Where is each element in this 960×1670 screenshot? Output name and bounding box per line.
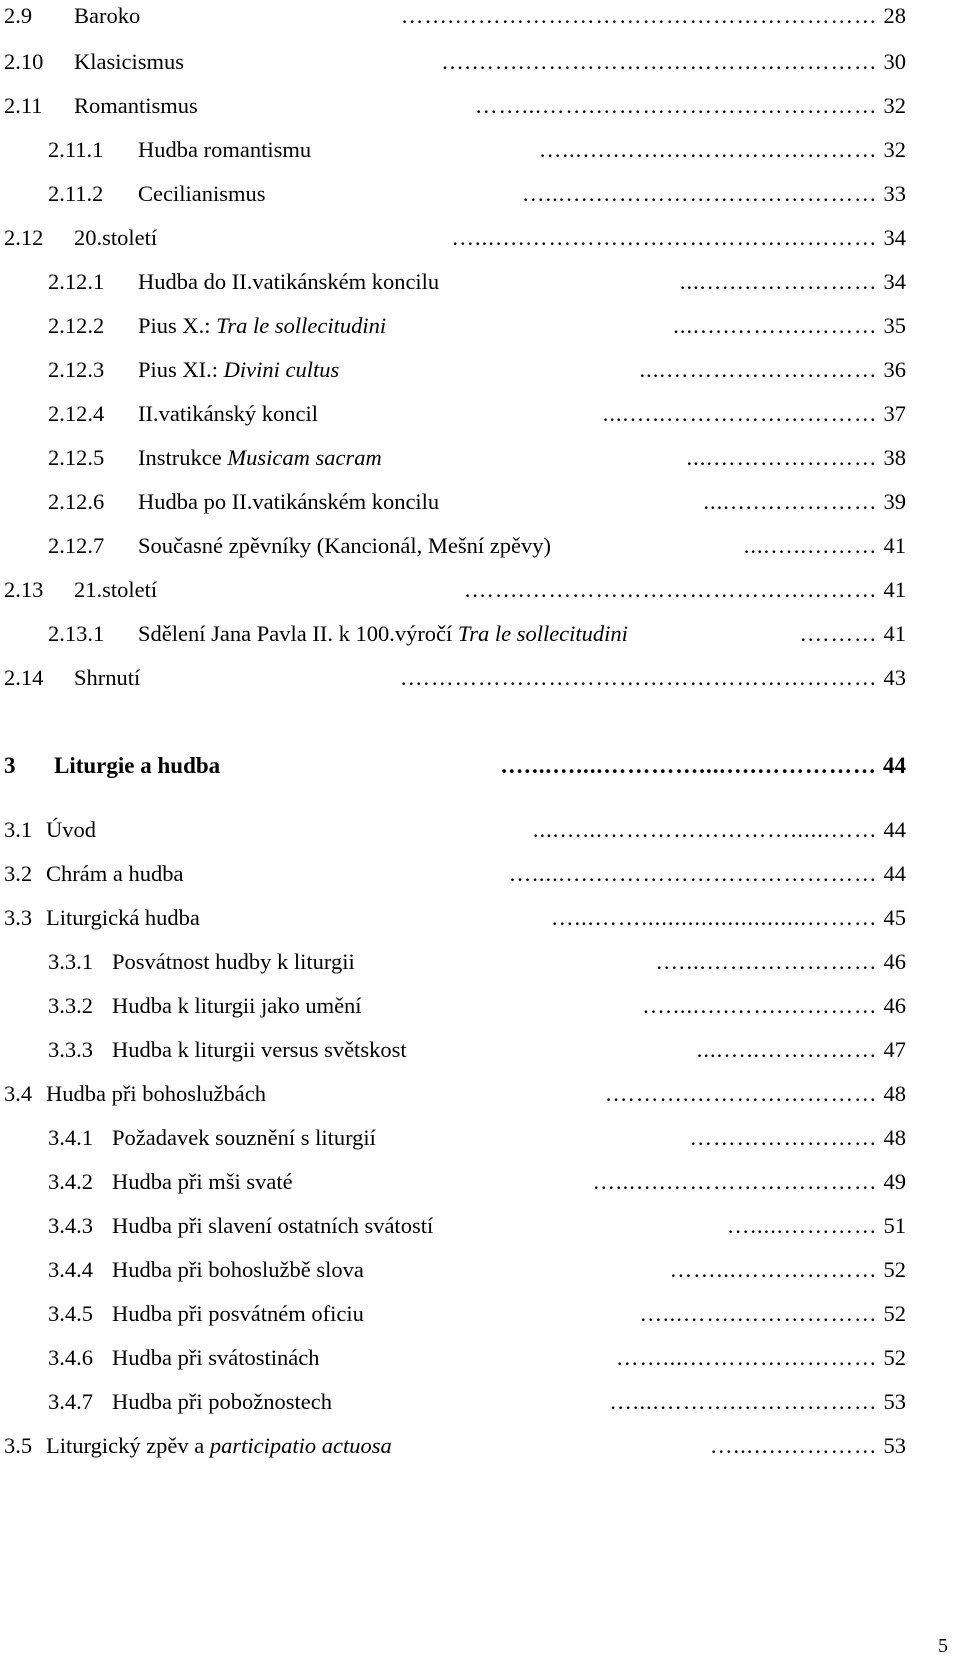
toc-entry-leader: ……………..….... xyxy=(696,1037,878,1062)
toc-entry[interactable] xyxy=(48,400,906,428)
toc-entry-number: 2.13 xyxy=(4,577,44,602)
toc-entry-title xyxy=(138,136,317,164)
toc-entry-title-italic: Musicam sacram xyxy=(227,445,382,470)
toc-entry-title xyxy=(138,268,445,296)
toc-entry[interactable] xyxy=(4,576,906,604)
toc-entry-page: 46 xyxy=(883,993,906,1018)
toc-entry-leader: ……………….……...… xyxy=(639,1301,878,1326)
toc-entry-title-text: Hudba při mši svaté xyxy=(112,1169,293,1194)
toc-entry-number: 3 xyxy=(4,753,16,778)
toc-entry-title xyxy=(112,1344,325,1372)
toc-entry-leader: ……………….….... xyxy=(679,269,878,294)
toc-entry-leader: ……………….………....… xyxy=(609,1389,878,1414)
toc-entry-title-text: Cecilianismus xyxy=(138,181,266,206)
toc-entry-page: 28 xyxy=(883,3,906,28)
toc-entry-number: 2.12 xyxy=(4,225,44,250)
toc-entry-page: 53 xyxy=(883,1389,906,1414)
toc-entry-title-text: Hudba při pobožnostech xyxy=(112,1389,332,1414)
toc-entry-leader: ………….…...… xyxy=(710,1433,878,1458)
toc-entry-page: 41 xyxy=(883,621,906,646)
toc-entry-page: 47 xyxy=(883,1037,906,1062)
toc-entry-title-text: 20.století xyxy=(74,225,158,250)
toc-entry[interactable] xyxy=(48,1168,906,1196)
toc-entry-page: 41 xyxy=(883,577,906,602)
toc-entry[interactable] xyxy=(48,180,906,208)
toc-entry[interactable] xyxy=(4,752,906,780)
toc-entry-title xyxy=(112,1124,382,1152)
page-number: 5 xyxy=(938,1635,948,1657)
toc-entry-title xyxy=(138,312,392,340)
toc-entry-number: 2.14 xyxy=(4,665,44,690)
toc-entry-page: 48 xyxy=(883,1125,906,1150)
toc-entry[interactable] xyxy=(48,444,906,472)
toc-entry-leader: ……………………………………….……. xyxy=(464,577,878,602)
toc-entry[interactable] xyxy=(48,488,906,516)
toc-entry[interactable] xyxy=(48,992,906,1020)
toc-entry[interactable] xyxy=(48,268,906,296)
toc-entry-title xyxy=(138,356,345,384)
toc-entry-leader: ………..….... xyxy=(743,533,878,558)
toc-entry-title-text: Hudba při svátostinách xyxy=(112,1345,320,1370)
toc-entry-title xyxy=(54,752,226,780)
toc-entry-title xyxy=(46,1080,272,1108)
toc-entry-title xyxy=(46,860,189,888)
toc-entry-page: 52 xyxy=(883,1257,906,1282)
toc-entry-leader: ……….........................……...… xyxy=(551,905,878,930)
toc-entry-number: 3.4.3 xyxy=(48,1213,93,1238)
toc-entry-title-italic: Tra le sollecitudini xyxy=(457,621,628,646)
toc-entry-title xyxy=(74,92,204,120)
toc-entry-number: 3.3.1 xyxy=(48,949,93,974)
toc-entry-title-text: Instrukce xyxy=(138,445,228,470)
toc-entry-leader: ……………………….…….…...… xyxy=(538,137,878,162)
toc-entry-leader: ………….…….…....…. xyxy=(643,993,878,1018)
toc-entry[interactable] xyxy=(4,48,906,76)
toc-entry-title-text: Liturgický zpěv a xyxy=(46,1433,210,1458)
toc-entry-leader: ………. xyxy=(800,621,878,646)
toc-entry-title xyxy=(138,532,557,560)
toc-entry-title-text: Hudba do II.vatikánském koncilu xyxy=(138,269,440,294)
toc-entry-number: 3.3.3 xyxy=(48,1037,93,1062)
toc-entry-leader: …………………… xyxy=(689,1125,878,1150)
toc-entry-title-text: Liturgická hudba xyxy=(46,905,200,930)
toc-entry-leader: ………………….... xyxy=(686,445,878,470)
toc-entry-title-text: Požadavek souznění s liturgií xyxy=(112,1125,376,1150)
toc-entry-number: 3.2 xyxy=(4,861,33,886)
toc-entry-title-text: Hudba při slavení ostatních svátostí xyxy=(112,1213,434,1238)
toc-entry[interactable] xyxy=(4,92,906,120)
toc-entry-number: 3.3.2 xyxy=(48,993,93,1018)
toc-entry[interactable] xyxy=(48,620,906,648)
toc-entry-page: 52 xyxy=(883,1301,906,1326)
toc-entry-title-text: Posvátnost hudby k liturgii xyxy=(112,949,355,974)
toc-entry[interactable] xyxy=(4,1432,906,1460)
toc-entry-page: 32 xyxy=(883,93,906,118)
toc-entry-number: 2.11.2 xyxy=(48,181,104,206)
toc-entry-page: 46 xyxy=(883,949,906,974)
toc-entry-number: 3.4.4 xyxy=(48,1257,93,1282)
toc-entry-page: 33 xyxy=(883,181,906,206)
toc-entry[interactable] xyxy=(4,904,906,932)
toc-entry-title xyxy=(46,816,102,844)
toc-entry-title-text: Chrám a hudba xyxy=(46,861,184,886)
toc-entry-title-italic: Divini cultus xyxy=(223,357,340,382)
toc-entry-title-text: Současné zpěvníky (Kancionál, Mešní zpěvy) xyxy=(138,533,551,558)
toc-entry-title-text: Romantismus xyxy=(74,93,198,118)
toc-entry[interactable] xyxy=(4,860,906,888)
toc-entry-title xyxy=(138,400,324,428)
toc-entry-leader: ………………………..….... xyxy=(602,401,878,426)
toc-entry[interactable] xyxy=(48,356,906,384)
toc-entry-page: 52 xyxy=(883,1345,906,1370)
toc-entry-leader: ………….....… xyxy=(726,1213,878,1238)
toc-entry-leader: ………………...…… xyxy=(669,1257,878,1282)
toc-entry-title xyxy=(112,1300,370,1328)
toc-entry-title xyxy=(46,1432,398,1460)
toc-entry-title xyxy=(138,180,272,208)
toc-entry-title xyxy=(112,992,368,1020)
toc-entry[interactable] xyxy=(4,1080,906,1108)
toc-entry[interactable] xyxy=(48,1256,906,1284)
toc-entry[interactable] xyxy=(4,224,906,252)
toc-entry[interactable] xyxy=(48,532,906,560)
toc-entry[interactable] xyxy=(48,1388,906,1416)
toc-entry-leader: …………….……...…. xyxy=(656,949,878,974)
toc-entry-page: 38 xyxy=(883,445,906,470)
toc-entry-leader: ……………………....…… xyxy=(616,1345,878,1370)
toc-entry-leader: ……......……………………...….... xyxy=(532,817,878,842)
toc-entry-title xyxy=(46,904,206,932)
toc-entry[interactable] xyxy=(48,136,906,164)
toc-entry-number: 2.11 xyxy=(4,93,43,118)
toc-entry-leader: …………………….………. xyxy=(605,1081,878,1106)
toc-entry-title xyxy=(138,620,634,648)
toc-entry-page: 49 xyxy=(883,1169,906,1194)
toc-entry-number: 3.4.1 xyxy=(48,1125,93,1150)
toc-entry-leader: ……………………………………………………. xyxy=(400,665,878,690)
toc-entry-title xyxy=(112,1388,338,1416)
toc-entry-title-text: Hudba při bohoslužbách xyxy=(46,1081,266,1106)
toc-entry-title-text: Shrnutí xyxy=(74,665,141,690)
toc-entry-title-text: Hudba k liturgii jako umění xyxy=(112,993,362,1018)
toc-entry[interactable] xyxy=(4,664,906,692)
toc-entry-number: 2.11.1 xyxy=(48,137,104,162)
toc-entry-title xyxy=(74,48,190,76)
toc-entry-leader: ……………………………….…...… xyxy=(522,181,878,206)
toc-entry-number: 2.10 xyxy=(4,49,44,74)
toc-entry-title-italic: participatio actuosa xyxy=(209,1433,392,1458)
toc-entry-leader: ……………………………….….....… xyxy=(508,861,878,886)
toc-entry-page: 44 xyxy=(883,817,906,842)
toc-entry-page: 48 xyxy=(883,1081,906,1106)
toc-entry-number: 2.9 xyxy=(4,3,33,28)
toc-entry-page: 30 xyxy=(883,49,906,74)
toc-entry-leader: ……………………….…...… xyxy=(592,1169,878,1194)
toc-entry-number: 2.12.1 xyxy=(48,269,105,294)
toc-entry-number: 3.1 xyxy=(4,817,33,842)
toc-entry-page: 36 xyxy=(883,357,906,382)
toc-entry-number: 3.4 xyxy=(4,1081,33,1106)
toc-entry-title-text: Hudba při posvátném oficiu xyxy=(112,1301,364,1326)
toc-entry[interactable] xyxy=(48,948,906,976)
toc-entry-title-text: II.vatikánský koncil xyxy=(138,401,318,426)
toc-entry-title-text: Hudba romantismu xyxy=(138,137,312,162)
toc-entry-leader: ……….……….….... xyxy=(673,313,878,338)
toc-entry-leader: ……………………….... xyxy=(639,357,878,382)
toc-entry-number: 3.5 xyxy=(4,1433,33,1458)
toc-entry-page: 44 xyxy=(883,861,906,886)
toc-entry-leader: ……………………………………….…...… xyxy=(451,225,878,250)
toc-entry-page: 32 xyxy=(883,137,906,162)
toc-entry-number: 3.4.2 xyxy=(48,1169,93,1194)
toc-entry-page: 45 xyxy=(883,905,906,930)
toc-entry-title xyxy=(112,1168,299,1196)
toc-entry-leader: …………….….... xyxy=(703,489,878,514)
toc-entry-page: 35 xyxy=(883,313,906,338)
toc-entry-title xyxy=(138,488,445,516)
toc-entry-number: 3.4.5 xyxy=(48,1301,93,1326)
toc-entry-title xyxy=(112,1036,413,1064)
toc-entry[interactable] xyxy=(48,1300,906,1328)
toc-entry-page: 37 xyxy=(883,401,906,426)
toc-entry-title xyxy=(112,1256,370,1284)
toc-entry-number: 2.12.6 xyxy=(48,489,105,514)
toc-entry[interactable] xyxy=(48,1036,906,1064)
toc-entry-page: 41 xyxy=(883,533,906,558)
toc-entry[interactable] xyxy=(48,1212,906,1240)
toc-entry[interactable] xyxy=(48,1344,906,1372)
toc-entry[interactable] xyxy=(48,312,906,340)
toc-entry-number: 2.12.2 xyxy=(48,313,105,338)
toc-entry-title-text: Hudba k liturgii versus světskost xyxy=(112,1037,407,1062)
toc-entry-number: 3.4.6 xyxy=(48,1345,93,1370)
toc-entry-leader: ……………………………….……...…… xyxy=(475,93,878,118)
toc-entry-number: 2.12.4 xyxy=(48,401,105,426)
toc-entry-title xyxy=(74,224,163,252)
toc-entry-title-text: Liturgie a hudba xyxy=(54,753,221,778)
toc-entry-title-text: Baroko xyxy=(74,3,141,28)
toc-entry-number: 2.12.3 xyxy=(48,357,105,382)
toc-entry-title xyxy=(112,948,361,976)
toc-entry-title xyxy=(138,444,388,472)
toc-entry-number: 3.4.7 xyxy=(48,1389,93,1414)
toc-entry-title xyxy=(74,664,146,692)
toc-entry-leader: ……………………………………………….…… xyxy=(400,3,878,28)
toc-entry-leader: …………….…....…………....…...…. xyxy=(501,753,877,778)
toc-entry-number: 3.3 xyxy=(4,905,33,930)
toc-entry-leader: ……………………………………….…….… xyxy=(441,49,878,74)
toc-entry-title-text: Klasicismus xyxy=(74,49,184,74)
toc-entry[interactable] xyxy=(4,816,906,844)
toc-entry-title-italic: Tra le sollecitudini xyxy=(216,313,387,338)
toc-entry-number: 2.12.5 xyxy=(48,445,105,470)
toc-entry-title xyxy=(74,576,163,604)
toc-entry[interactable] xyxy=(4,2,906,30)
toc-entry[interactable] xyxy=(48,1124,906,1152)
toc-entry-title-text: 21.století xyxy=(74,577,158,602)
toc-entry-page: 43 xyxy=(883,665,906,690)
toc-entry-number: 2.12.7 xyxy=(48,533,105,558)
toc-entry-title-text: Pius XI.: xyxy=(138,357,224,382)
toc-entry-number: 2.13.1 xyxy=(48,621,105,646)
toc-entry-title xyxy=(74,2,146,30)
toc-entry-title-text: Hudba při bohoslužbě slova xyxy=(112,1257,364,1282)
toc-entry-title-text: Sdělení Jana Pavla II. k 100.výročí xyxy=(138,621,458,646)
toc-entry-page: 34 xyxy=(883,269,906,294)
toc-entry-page: 44 xyxy=(883,753,906,778)
toc-entry-page: 34 xyxy=(883,225,906,250)
toc-entry-page: 53 xyxy=(883,1433,906,1458)
toc-entry-title-text: Pius X.: xyxy=(138,313,217,338)
toc-entry-title-text: Hudba po II.vatikánském koncilu xyxy=(138,489,440,514)
toc-entry-page: 51 xyxy=(883,1213,906,1238)
toc-entry-page: 39 xyxy=(883,489,906,514)
toc-entry-title-text: Úvod xyxy=(46,817,96,842)
toc-entry-title xyxy=(112,1212,439,1240)
